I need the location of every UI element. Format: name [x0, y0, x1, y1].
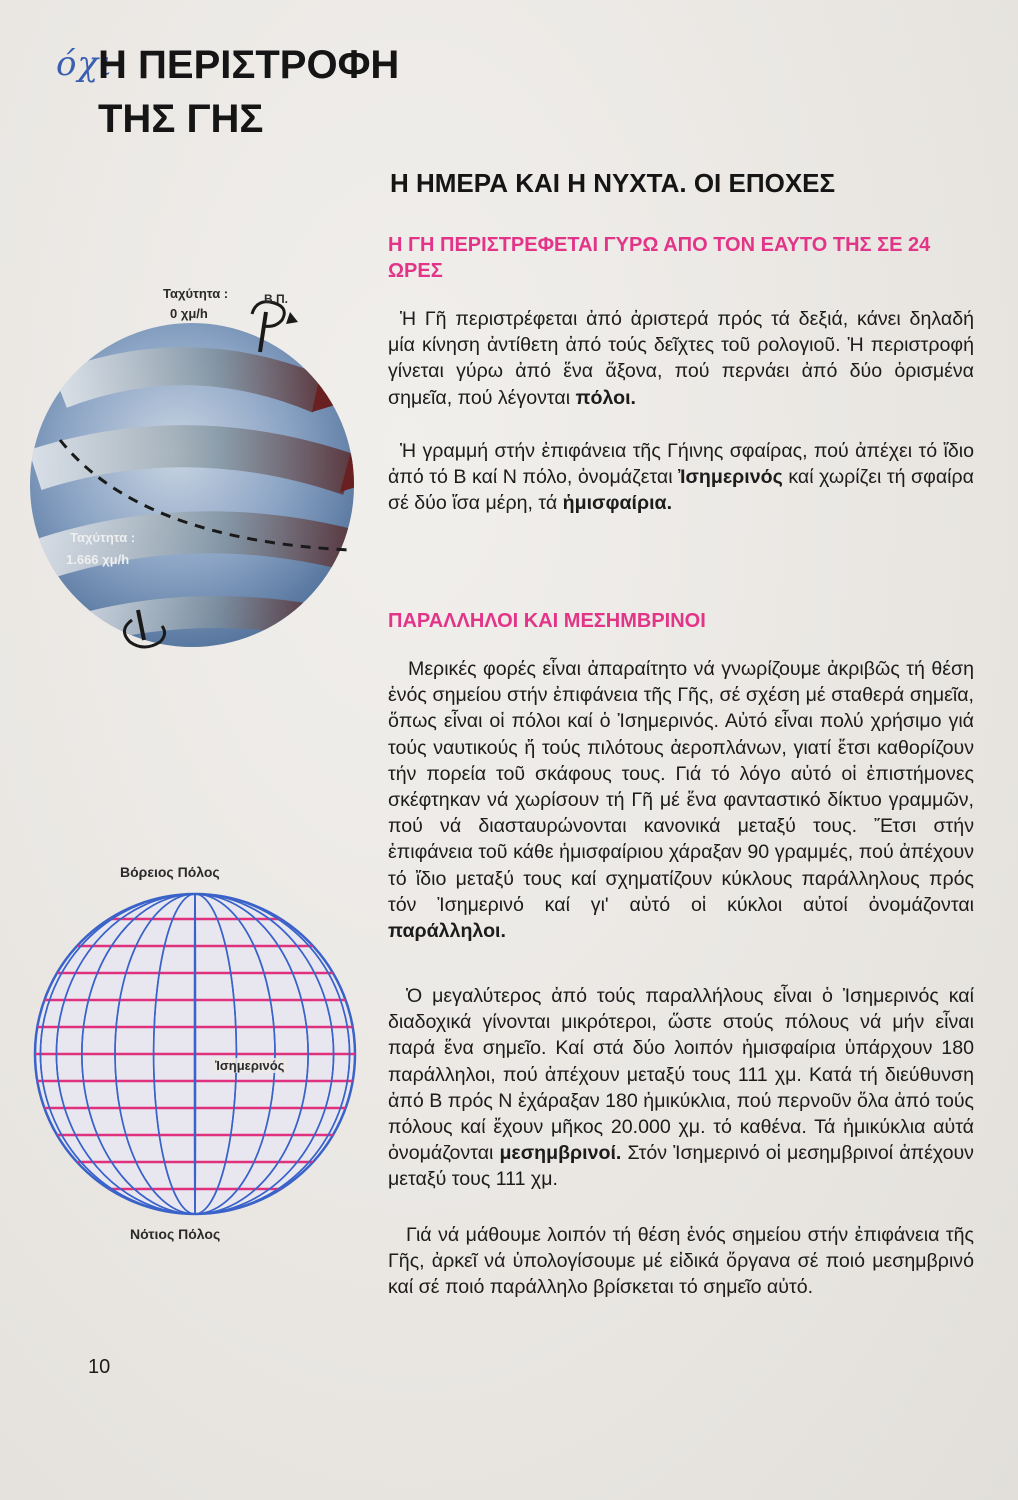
equator-speed-label: Ταχύτητα :	[70, 530, 136, 545]
north-arrow-head-icon	[286, 312, 298, 324]
rotation-paragraph-2-text-a: Ἡ γραμμή στήν ἐπιφάνεια τῆς Γήινης σφαίρας, πού ἀπέχει τό ἴδιο ἀπό τό Β καί Ν πόλο, ὀνομάζεται	[388, 440, 974, 489]
north-pole-abbr: Β.Π.	[264, 292, 288, 306]
term-parallels: παράλληλοι.	[388, 920, 506, 943]
rotation-heading: Η ΓΗ ΠΕΡΙΣΤΡΕΦΕΤΑΙ ΓΥΡΩ ΑΠΟ ΤΟΝ ΕΑΥΤΟ ΤΗΣ ΣΕ 24 ΩΡΕΣ	[388, 234, 931, 282]
parallels-paragraph-3: Γιά νά μάθουμε λοιπόν τή θέση ἑνός σημείου στήν ἐπιφάνεια τῆς Γῆς, ἀρκεῖ νά ὑπολογίσουμε μέ εἰδικά ὄργανα σέ ποιό μεσημβρινό καί σέ ποιό παράλληλο βρίσκεται τό σημεῖο αὐτό.	[388, 1224, 974, 1299]
parallels-paragraph-2-text-a: Ὁ μεγαλύτερος ἀπό τούς παραλλήλους εἶναι ὁ Ἰσημερινός καί διαδοχικά γίνονται μικρότεροι, ὥστε στούς πόλους νά μήν εἶναι παρά ἕνα σημεῖο. Καί στά δύο λοιπόν ἡμισφαίρια ὑπάρχουν 180 παράλληλοι, πού ἀπέχουν μεταξύ τους 111 χμ. Κατά τή διεύθυνση ἀπό Β πρός Ν ἐχάραξαν 180 ἡμικύκλια, πού περνοῦν ὅλα ἀπό τούς πόλους καί ἔχουν μῆκος 20.000 χμ. τό καθένα. Τά ἡμικύκλια αὐτά ὀνομάζονται	[388, 985, 974, 1165]
pole-speed-label: Ταχύτητα :	[163, 286, 229, 301]
page-title-line-2: ΤΗΣ ΓΗΣ	[98, 97, 264, 141]
parallels-meridians-diagram	[30, 888, 360, 1220]
equator-speed-value: 1.666 χμ/h	[66, 552, 130, 567]
page-title-line-1: Η ΠΕΡΙΣΤΡΟΦΗ	[98, 43, 400, 87]
handwritten-note: όχι	[56, 44, 114, 84]
north-pole-label: Βόρειος Πόλος	[120, 864, 220, 880]
term-equator: Ἰσημερινός	[678, 466, 783, 489]
term-hemispheres: ἡμισφαίρια.	[562, 492, 673, 515]
rotation-paragraph-1	[388, 306, 974, 411]
rotation-paragraph-2-text-b: καί χωρίζει τή σφαίρα σέ δύο ἴσα μέρη, τά	[388, 466, 974, 515]
south-pole-label: Νότιος Πόλος	[130, 1226, 221, 1242]
equator-label: Ἰσημερινός	[212, 1058, 287, 1073]
parallels-paragraph-2-text-b: Στόν Ἰσημερινό οἱ μεσημβρινοί ἀπέχουν μεταξύ τους 111 χμ.	[388, 1142, 974, 1191]
parallels-paragraph-1	[388, 656, 974, 944]
pole-speed-value: 0 χμ/h	[170, 306, 208, 321]
parallels-paragraph-1-text: Μερικές φορές εἶναι ἀπαραίτητο νά γνωρίζουμε ἀκριβῶς τή θέση ἑνός σημείου στήν ἐπιφάνεια τῆς Γῆς, σέ σχέση μέ σταθερά σημεῖα, ὅπως εἶναι οἱ πόλοι καί ὁ Ἰσημερινός. Αὐτό εἶναι πολύ χρήσιμο γιά τούς ναυτικούς ἤ τούς πιλότους ἀεροπλάνων, γιατί ἔτσι καθορίζουν τήν πορεία τοῦ σκάφους τους. Γιά τό λόγο αὐτό οἱ ἐπιστήμονες σκέφτηκαν νά χωρίσουν τή Γῆ μέ ἕνα φανταστικό δίκτυο γραμμῶν, πού νά διασταυρώνονται κανονικά μεταξύ τους. Ἔτσι στήν ἐπιφάνεια τοῦ κάθε ἡμισφαίριου χάραξαν 90 γραμμές, πού ἀπέχουν τό ἴδιο μεταξύ τους καί σχηματίζουν κύκλους παράλληλους πρός τόν Ἰσημερινό καί γι' αὐτό οἱ κύκλοι αὐτοί ὀνομάζονται	[388, 658, 974, 916]
parallels-heading: ΠΑΡΑΛΛΗΛΟΙ ΚΑΙ ΜΕΣΗΜΒΡΙΝΟΙ	[388, 610, 706, 632]
page-number: 10	[88, 1356, 111, 1378]
rotation-paragraph-2	[388, 438, 974, 517]
term-meridians: μεσημβρινοί.	[499, 1142, 622, 1165]
rotating-earth-illustration	[20, 270, 370, 670]
page-title	[98, 38, 399, 146]
section-heading: Η ΗΜΕΡΑ ΚΑΙ Η ΝΥΧΤΑ. ΟΙ ΕΠΟΧΕΣ	[390, 168, 836, 198]
term-poles: πόλοι.	[575, 386, 636, 409]
parallels-paragraph-2	[388, 983, 974, 1193]
rotation-paragraph-1-text: Ἡ Γῆ περιστρέφεται ἀπό ἀριστερά πρός τά δεξιά, κάνει δηλαδή μία κίνηση ἀντίθετη ἀπό τούς δεῖχτες τοῦ ρολογιοῦ. Ἡ περιστροφή γίνεται γύρω ἀπό ἕνα ἄξονα, πού περνάει ἀπό δύο ὁρισμένα σημεῖα, πού λέγονται	[388, 308, 974, 409]
